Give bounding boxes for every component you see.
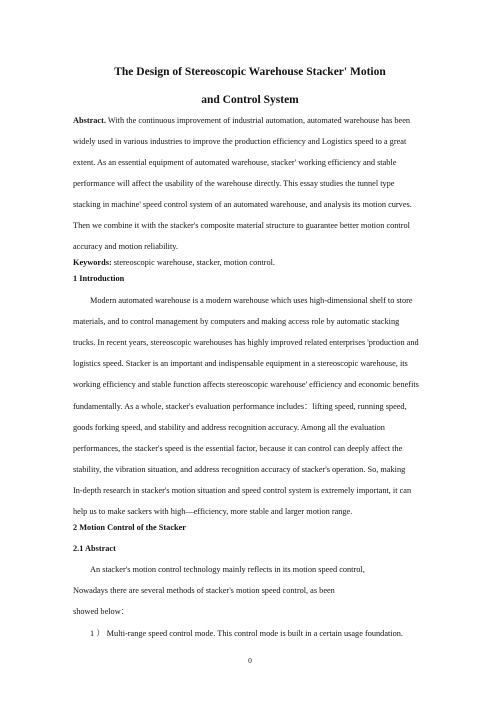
abstract-line-6: Then we combine it with the stacker's composite material structure to guarantee better motion control — [73, 221, 410, 230]
intro-line-8: performances, the stacker's speed is the essential factor, because it can control can deeply affect the — [73, 444, 403, 453]
abstract-line-5: stacking in machine' speed control system of an automated warehouse, and analysis its motion curves. — [73, 200, 412, 209]
motion-line-1: An stacker's motion control technology mainly reflects in its motion speed control, — [90, 565, 365, 574]
motion-line-3: showed below： — [73, 607, 129, 616]
abstract-line-7: accuracy and motion reliability. — [73, 242, 178, 251]
intro-line-4: logistics speed. Stacker is an important and indispensable equipment in a stereoscopic warehouse, its — [73, 359, 408, 368]
intro-line-3: trucks. In recent years, stereoscopic warehouses has highly improved related enterprises 'production and — [73, 338, 419, 347]
intro-line-10: In-depth research in stacker's motion situation and speed control system is extremely important, it can — [73, 486, 412, 495]
abstract-line-2: widely used in various industries to improve the production efficiency and Logistics speed to a great — [73, 137, 407, 146]
keywords-line — [73, 257, 445, 268]
section-2-heading: 2 Motion Control of the Stacker — [73, 523, 186, 532]
abstract-line-3: extent. As an essential equipment of automated warehouse, stacker' working efficiency and stable — [73, 158, 397, 167]
intro-line-9: stability, the vibration situation, and address recognition accuracy of stacker's operation. So, making — [73, 465, 406, 474]
list-item-1: 1 ） Multi-range speed control mode. This control mode is built in a certain usage foundation. — [90, 629, 403, 638]
intro-line-6: fundamentally. As a whole, stacker's evaluation performance includes：lifting speed, running speed, — [73, 402, 407, 411]
keywords-text: stereoscopic warehouse, stacker, motion control. — [111, 258, 275, 267]
paper-title-line-2: and Control System — [201, 94, 299, 106]
intro-line-5: working efficiency and stable function affects stereoscopic warehouse' efficiency and economic benefits — [73, 380, 419, 389]
section-2-1-heading: 2.1 Abstract — [73, 544, 116, 553]
intro-line-1: Modern automated warehouse is a modern warehouse which uses high-dimensional shelf to store — [90, 296, 413, 305]
abstract-line-1 — [73, 115, 445, 126]
keywords-label: Keywords: — [73, 258, 112, 267]
abstract-line-4: performance will affect the usability of the warehouse directly. This essay studies the tunnel type — [73, 179, 395, 188]
paper-title-line-1: The Design of Stereoscopic Warehouse Stacker' Motion — [114, 66, 386, 78]
intro-line-7: goods forking speed, and stability and address recognition accuracy. Among all the evaluation — [73, 423, 385, 432]
abstract-text: With the continuous improvement of industrial automation, automated warehouse has been — [105, 116, 411, 125]
motion-line-2: Nowadays there are several methods of stacker's motion speed control, as been — [73, 586, 335, 595]
abstract-label: Abstract. — [73, 116, 106, 125]
page-number: 0 — [248, 656, 252, 665]
intro-line-11: help us to make sackers with high—efficiency, more stable and larger motion range. — [73, 507, 353, 516]
section-1-heading: 1 Introduction — [73, 274, 125, 283]
intro-line-2: materials, and to control management by computers and making access role by automatic stacking — [73, 317, 400, 326]
